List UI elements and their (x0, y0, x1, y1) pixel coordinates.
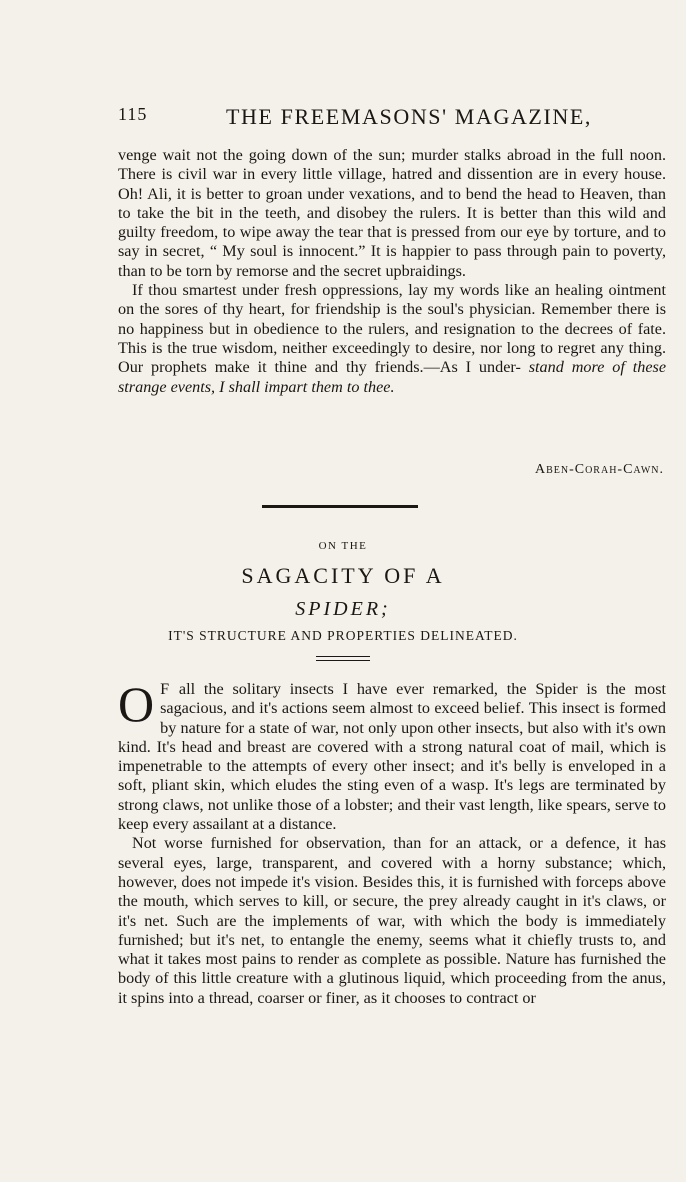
page-number: 115 (118, 104, 148, 124)
subtitle-rule (316, 656, 370, 657)
article-body (118, 676, 667, 1008)
running-title: THE FREEMASONS' MAGAZINE, (226, 104, 593, 129)
previous-paragraph-2-text: If thou smartest under fresh oppressions, lay my words like an healing ointment on the sores of thy heart, for friendship is the soul's physician. Remember there is no happiness but in obedience to the rulers, and resignation to the decrees of fate. This is the true wisdom, neither exceedingly to desire, nor long to regret any thing. Our prophets make it thine and thy friends.—As I under- (118, 281, 666, 377)
article-paragraph-2: Not worse furnished for observation, than for an attack, or a defence, it has several eyes, large, transparent, and covered with a horny substance; which, however, does not impede it's vision. Besides this, it is furnished with forceps above the mouth, which serves to kill, or secure, the prey already caught in it's claws, or it's net. Such are the implements of war, with which the body is immediately furnished; but it's net, to entangle the enemy, seems what it chiefly trusts to, and what it takes most pains to render as complete as possible. Nature has furnished the body of this little creature with a glutinous liquid, which proceeding from the anus, it spins into a thread, coarser or finer, as it chooses to contract or (118, 834, 666, 1007)
previous-paragraph-2 (118, 281, 666, 397)
article-paragraph-1 (118, 676, 667, 834)
previous-paragraph-1: venge wait not the going down of the sun; murder stalks abroad in the full noon. There is civil war in every little village, hatred and dissention are in every house. Oh! Ali, it is better to groan under vexations, and to bend the head to Heaven, than to take the bit in the teeth, and disobey the rulers. It is better than this wild and guilty freedom, to wipe away the tear that is pressed from our eye by torture, and to say in secret, “ My soul is innocent.” It is happier to pass through pain to poverty, than to be torn by remorse and the secret upbraidings. (118, 146, 666, 280)
previous-article-text (118, 146, 666, 397)
first-word-rest: F (160, 680, 171, 698)
section-divider (262, 505, 418, 508)
subtitle-rule-2 (316, 660, 370, 661)
article-subtitle: IT'S STRUCTURE AND PROPERTIES DELINEATED. (168, 628, 518, 643)
author-signature: Aben-Corah-Cawn. (534, 462, 664, 477)
running-head (118, 104, 666, 134)
article-kicker: ON THE (318, 540, 368, 552)
article-paragraph-1-text: all the solitary insects I have ever remarked, the Spider is the most sagacious, and it's actions seem almost to exceed belief. This insect is formed by nature for a state of war, not only upon other insects, but also with it's own kind. It's head and breast are covered with a strong natural coat of mail, which is impenetrable to the attempts of every other insect; and it's belly is enveloped in a soft, pliant skin, which eludes the sting even of a wasp. It's legs are terminated by strong claws, not unlike those of a lobster; and their vast length, like spears, serve to keep every assailant at a distance. (118, 680, 667, 834)
article-title-line-2: SPIDER; (295, 598, 391, 620)
previous-paragraph-2-italic: stand more of these strange events, I shall impart them to thee. (118, 358, 667, 396)
drop-cap: O (118, 676, 155, 732)
article-title: SAGACITY OF A (241, 563, 445, 588)
